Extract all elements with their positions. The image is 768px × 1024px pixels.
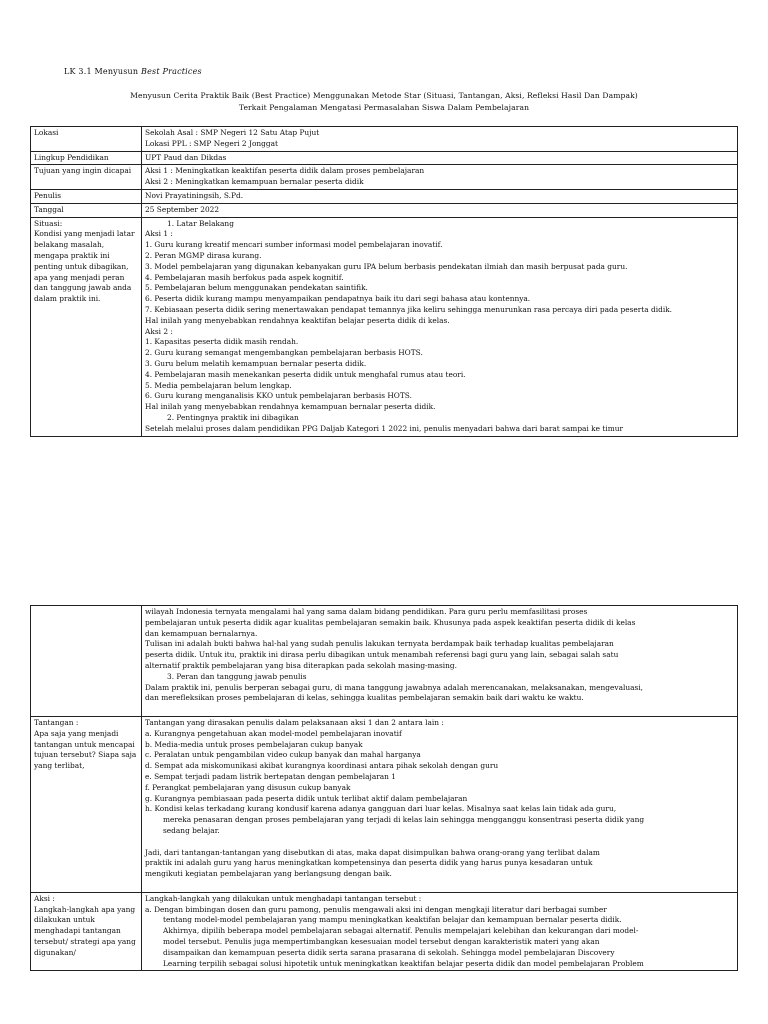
text-line: disampaikan dan kemampuan peserta didik serta sarana prasarana di sekolah. Sehingga model pembelajaran Discovery bbox=[163, 947, 615, 957]
list-item: g. Kurangnya pembiasaan pada peserta didik untuk terlibat aktif dalam pembelajaran bbox=[145, 793, 468, 803]
text-line: mereka penasaran dengan proses pembelajaran yang terjadi di kelas lain sehingga mengganggu konsentrasi peserta didik yang bbox=[163, 815, 645, 825]
list-item: 1. Guru kurang kreatif mencari sumber informasi model pembelajaran inovatif. bbox=[145, 240, 443, 250]
row-tujuan bbox=[31, 165, 738, 190]
list-item: 1. Kapasitas peserta didik masih rendah. bbox=[145, 337, 299, 347]
list-item: 7. Kebiasaan peserta didik sering menertawakan pendapat temannya jika keliru sehingga menurunkan rasa percaya diri pada peserta didik. bbox=[145, 304, 673, 314]
label-tanggal: Tanggal bbox=[31, 203, 142, 217]
list-item: 5. Media pembelajaran belum lengkap. bbox=[145, 380, 292, 390]
text-line: Learning terpilih sebagai solusi hipotetik untuk meningkatkan keaktifan belajar peserta didik dan model pembelajaran Problem bbox=[163, 958, 644, 968]
heading-aksi-1: Aksi 1 : bbox=[145, 229, 173, 239]
value-lingkup: UPT Paud dan Dikdas bbox=[142, 151, 738, 165]
row-penulis bbox=[31, 189, 738, 203]
list-item: h. Kondisi kelas terkadang kurang kondusif karena adanya gangguan dari luar kelas. Misalnya saat kelas lain tidak ada guru, bbox=[145, 804, 617, 814]
heading-aksi-2: Aksi 2 : bbox=[145, 326, 173, 336]
worksheet-code: LK 3.1 Menyusun Best Practices bbox=[64, 67, 202, 76]
row-lingkup bbox=[31, 151, 738, 165]
row-aksi bbox=[31, 892, 738, 971]
label-tujuan: Tujuan yang ingin dicapai bbox=[31, 165, 142, 190]
list-item: 2. Peran MGMP dirasa kurang. bbox=[145, 250, 262, 260]
value-situasi-continued bbox=[142, 606, 738, 717]
tantangan-conclusion bbox=[145, 848, 734, 880]
text-line: praktik ini adalah guru yang harus meningkatkan kompetensinya dan peserta didik yang harus punya kesadaran untuk bbox=[145, 858, 593, 868]
spacer bbox=[145, 704, 734, 715]
spacer bbox=[145, 837, 734, 848]
aksi-1-list bbox=[145, 240, 734, 316]
text-line: Dalam praktik ini, penulis berperan sebagai guru, di mana tanggung jawabnya adalah merencanakan, melaksanakan, mengevaluasi, bbox=[145, 682, 644, 692]
list-item: 3. Model pembelajaran yang digunakan kebanyakan guru IPA belum berbasis pendekatan ilmiah dan masih berpusat pada guru. bbox=[145, 261, 628, 271]
text-line: mengikuti kegiatan pembelajaran yang berlangsung dengan baik. bbox=[145, 869, 392, 879]
label-situasi: Situasi: Kondisi yang menjadi latar belakang masalah, mengapa praktik ini penting untuk dibagikan, apa yang menjadi peran dan tanggung jawab anda dalam praktik ini. bbox=[31, 217, 142, 436]
tantangan-h-continued bbox=[145, 815, 734, 837]
heading-latar-belakang: 1. Latar Belakang bbox=[167, 218, 234, 228]
text-line: model tersebut. Penulis juga mempertimbangkan kesesuaian model tersebut dengan karakteristik materi yang akan bbox=[163, 936, 600, 946]
value-lokasi bbox=[142, 127, 738, 152]
text-line: Jadi, dari tantangan-tantangan yang disebutkan di atas, maka dapat disimpulkan bahwa orang-orang yang terlibat dalam bbox=[145, 847, 600, 857]
value-penulis: Novi Prayatiningsih, S.Pd. bbox=[142, 189, 738, 203]
value-aksi bbox=[142, 892, 738, 971]
text-line: alternatif praktik pembelajaran yang bisa diterapkan pada sekolah masing-masing. bbox=[145, 660, 458, 670]
aksi-2-list bbox=[145, 337, 734, 402]
document-page-2 bbox=[0, 580, 768, 1024]
peran-text bbox=[145, 683, 734, 705]
star-table-page-2 bbox=[30, 605, 738, 971]
text-line: Tulisan ini adalah bukti bahwa hal-hal yang sudah penulis lakukan ternyata berdampak baik terhadap kualitas pembelajaran bbox=[145, 639, 614, 649]
aksi-step-a-continued bbox=[145, 915, 734, 969]
list-item: 2. Guru kurang semangat mengembangkan pembelajaran berbasis HOTS. bbox=[145, 348, 423, 358]
aksi-1-summary: Hal inilah yang menyebabkan rendahnya keaktifan belajar peserta didik di kelas. bbox=[145, 315, 450, 325]
lokasi-ppl: Lokasi PPL : SMP Negeri 2 Jonggat bbox=[145, 138, 278, 148]
text-line: peserta didik. Untuk itu, praktik ini dirasa perlu dibagikan untuk menambah referensi bagi guru yang lain, sebagai salah satu bbox=[145, 650, 619, 660]
row-lokasi bbox=[31, 127, 738, 152]
text-line: tentang model-model pembelajaran yang mampu meningkatkan keaktifan belajar dan kemampuan bernalar peserta didik. bbox=[163, 915, 622, 925]
document-subtitle: Terkait Pengalaman Mengatasi Permasalahan Siswa Dalam Pembelajaran bbox=[238, 103, 530, 112]
list-item: b. Media-media untuk proses pembelajaran cukup banyak bbox=[145, 739, 363, 749]
list-item: 6. Guru kurang menganalisis KKO untuk pembelajaran berbasis HOTS. bbox=[145, 391, 412, 401]
list-item: 6. Peserta didik kurang mampu menyampaikan pendapatnya baik itu dari segi bahasa atau kontennya. bbox=[145, 294, 531, 304]
tujuan-aksi-2: Aksi 2 : Meningkatkan kemampuan bernalar peserta didik bbox=[145, 177, 364, 187]
list-item: 5. Pembelajaran belum menggunakan pendekatan saintifik. bbox=[145, 283, 368, 293]
aksi-step-a: a. Dengan bimbingan dosen dan guru pamong, penulis mengawali aksi ini dengan mengkaji literatur dari berbagai sumber bbox=[145, 904, 607, 914]
spacer bbox=[145, 880, 734, 891]
aksi-intro: Langkah-langkah yang dilakukan untuk menghadapi tantangan tersebut : bbox=[145, 893, 422, 903]
list-item: 3. Guru belum melatih kemampuan bernalar peserta didik. bbox=[145, 358, 367, 368]
value-tanggal: 25 September 2022 bbox=[142, 203, 738, 217]
value-tujuan bbox=[142, 165, 738, 190]
text-line: pembelajaran untuk peserta didik agar kualitas pembelajaran semakin baik. Khusunya pada aspek keaktifan peserta didik di kelas bbox=[145, 617, 636, 627]
text-line: wilayah Indonesia ternyata mengalami hal yang sama dalam bidang pendidikan. Para guru perlu memfasilitasi proses bbox=[145, 607, 588, 616]
list-item: 4. Pembelajaran masih berfokus pada aspek kognitif. bbox=[145, 272, 344, 282]
star-table-page-1 bbox=[30, 126, 738, 437]
text-line: dan merefleksikan proses pembelajaran di kelas, sehingga kualitas pembelajaran semakin baik dari waktu ke waktu. bbox=[145, 693, 584, 703]
row-tantangan bbox=[31, 716, 738, 892]
tantangan-intro: Tantangan yang dirasakan penulis dalam pelaksanaan aksi 1 dan 2 antara lain : bbox=[145, 717, 444, 727]
label-aksi: Aksi : Langkah-langkah apa yang dilakukan untuk menghadapi tantangan tersebut/ strategi apa yang digunakan/ bbox=[31, 892, 142, 971]
list-item: a. Kurangnya pengetahuan akan model-model pembelajaran inovatif bbox=[145, 728, 402, 738]
document-title: Menyusun Cerita Praktik Baik (Best Practice) Menggunakan Metode Star (Situasi, Tantangan, Aksi, Refleksi Hasil Dan Dampak) bbox=[130, 91, 638, 100]
value-tantangan bbox=[142, 716, 738, 892]
heading-pentingnya: 2. Pentingnya praktik ini dibagikan bbox=[167, 412, 299, 422]
text-line: sedang belajar. bbox=[163, 825, 220, 835]
heading-peran: 3. Peran dan tanggung jawab penulis bbox=[167, 671, 307, 681]
row-situasi-continued bbox=[31, 606, 738, 717]
label-penulis: Penulis bbox=[31, 189, 142, 203]
list-item: f. Perangkat pembelajaran yang disusun cukup banyak bbox=[145, 782, 351, 792]
list-item: d. Sempat ada miskomunikasi akibat kurangnya koordinasi antara pihak sekolah dengan guru bbox=[145, 761, 499, 771]
value-situasi bbox=[142, 217, 738, 436]
label-tantangan: Tantangan : Apa saja yang menjadi tantangan untuk mencapai tujuan tersebut? Siapa saja yang terlibat, bbox=[31, 716, 142, 892]
tujuan-aksi-1: Aksi 1 : Meningkatkan keaktifan peserta didik dalam proses pembelajaran bbox=[145, 166, 425, 176]
situasi-continued-text bbox=[145, 607, 734, 672]
page-gap bbox=[0, 520, 768, 580]
text-line: dan kemampuan bernalarnya. bbox=[145, 628, 258, 638]
list-item: c. Peralatan untuk pengambilan video cukup banyak dan mahal harganya bbox=[145, 750, 421, 760]
aksi-2-summary: Hal inilah yang menyebabkan rendahnya kemampuan bernalar peserta didik. bbox=[145, 402, 436, 412]
label-lokasi: Lokasi bbox=[31, 127, 142, 152]
sekolah-asal: Sekolah Asal : SMP Negeri 12 Satu Atap Pujut bbox=[145, 128, 320, 137]
list-item: 4. Pembelajaran masih menekankan peserta didik untuk menghafal rumus atau teori. bbox=[145, 369, 466, 379]
label-situasi-continued bbox=[31, 606, 142, 717]
tantangan-list bbox=[145, 729, 734, 815]
row-situasi bbox=[31, 217, 738, 436]
text-line: Akhirnya, dipilih beberapa model pembelajaran sebagai alternatif. Penulis mempelajari kelebihan dan kekurangan dari model- bbox=[163, 926, 639, 936]
pentingnya-line-1: Setelah melalui proses dalam pendidikan PPG Daljab Kategori 1 2022 ini, penulis menyadari bahwa dari barat sampai ke timur bbox=[145, 423, 623, 433]
list-item: e. Sempat terjadi padam listrik bertepatan dengan pembelajaran 1 bbox=[145, 771, 396, 781]
label-lingkup: Lingkup Pendidikan bbox=[31, 151, 142, 165]
row-tanggal bbox=[31, 203, 738, 217]
